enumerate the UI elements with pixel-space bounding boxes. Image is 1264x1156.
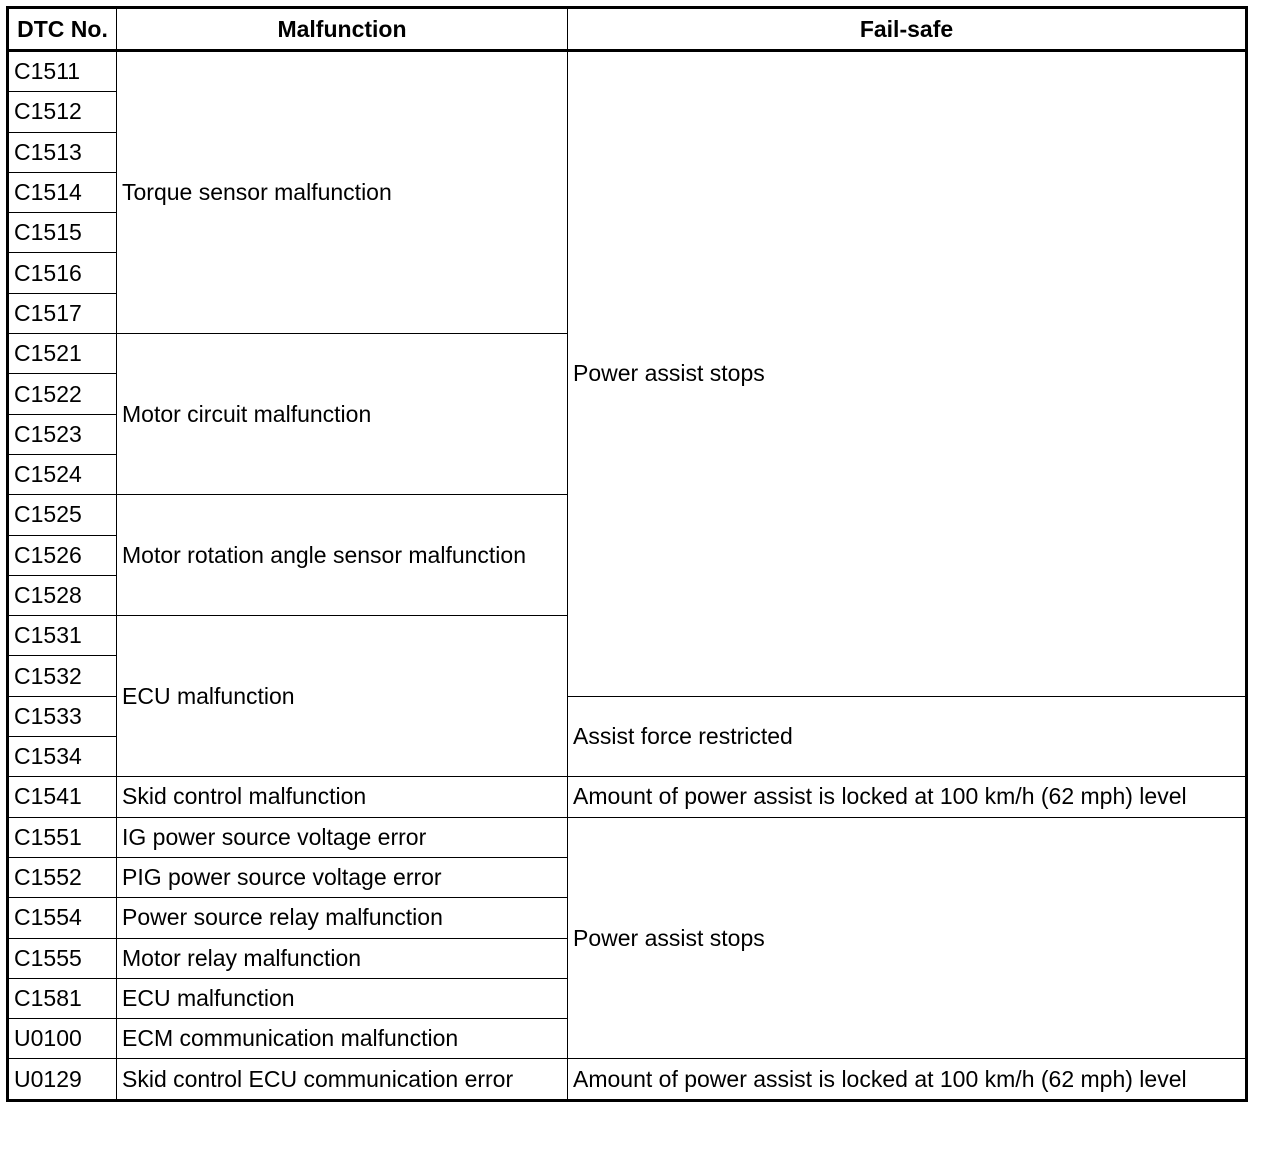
dtc-cell: C1515 — [8, 213, 117, 253]
malfunction-cell: ECM communication malfunction — [117, 1019, 568, 1059]
dtc-cell: C1554 — [8, 898, 117, 938]
malfunction-cell: ECU malfunction — [117, 978, 568, 1018]
dtc-cell: C1525 — [8, 495, 117, 535]
dtc-cell: C1552 — [8, 857, 117, 897]
dtc-cell: C1514 — [8, 172, 117, 212]
dtc-cell: C1531 — [8, 616, 117, 656]
header-row — [8, 8, 1247, 51]
malfunction-cell: Motor relay malfunction — [117, 938, 568, 978]
malfunction-cell: Torque sensor malfunction — [117, 51, 568, 334]
failsafe-cell: Assist force restricted — [568, 696, 1247, 777]
dtc-cell: C1513 — [8, 132, 117, 172]
header-malfunction: Malfunction — [117, 8, 568, 51]
malfunction-cell: Motor circuit malfunction — [117, 334, 568, 495]
table-row — [8, 51, 1247, 92]
header-dtc: DTC No. — [8, 8, 117, 51]
dtc-cell: C1524 — [8, 454, 117, 494]
dtc-cell: C1551 — [8, 817, 117, 857]
malfunction-cell: PIG power source voltage error — [117, 857, 568, 897]
dtc-cell: C1533 — [8, 696, 117, 736]
table-row — [8, 777, 1247, 817]
dtc-cell: C1516 — [8, 253, 117, 293]
dtc-cell: U0129 — [8, 1059, 117, 1100]
dtc-cell: C1522 — [8, 374, 117, 414]
dtc-cell: C1528 — [8, 575, 117, 615]
dtc-cell: C1523 — [8, 414, 117, 454]
failsafe-cell: Power assist stops — [568, 817, 1247, 1059]
header-failsafe: Fail-safe — [568, 8, 1247, 51]
failsafe-cell: Amount of power assist is locked at 100 km/h (62 mph) level — [568, 777, 1247, 817]
dtc-table — [6, 6, 1248, 1102]
dtc-cell: C1581 — [8, 978, 117, 1018]
table-row — [8, 817, 1247, 857]
table-row — [8, 1059, 1247, 1100]
dtc-cell: C1555 — [8, 938, 117, 978]
malfunction-cell: ECU malfunction — [117, 616, 568, 777]
failsafe-cell: Amount of power assist is locked at 100 km/h (62 mph) level — [568, 1059, 1247, 1100]
malfunction-cell: Skid control malfunction — [117, 777, 568, 817]
dtc-cell: C1517 — [8, 293, 117, 333]
dtc-cell: C1511 — [8, 51, 117, 92]
failsafe-cell: Power assist stops — [568, 51, 1247, 697]
malfunction-cell: Skid control ECU communication error — [117, 1059, 568, 1100]
malfunction-cell: Power source relay malfunction — [117, 898, 568, 938]
dtc-cell: C1521 — [8, 334, 117, 374]
dtc-cell: C1532 — [8, 656, 117, 696]
dtc-cell: C1534 — [8, 737, 117, 777]
malfunction-cell: IG power source voltage error — [117, 817, 568, 857]
dtc-cell: C1526 — [8, 535, 117, 575]
malfunction-cell: Motor rotation angle sensor malfunction — [117, 495, 568, 616]
dtc-cell: C1512 — [8, 92, 117, 132]
dtc-cell: C1541 — [8, 777, 117, 817]
dtc-cell: U0100 — [8, 1019, 117, 1059]
